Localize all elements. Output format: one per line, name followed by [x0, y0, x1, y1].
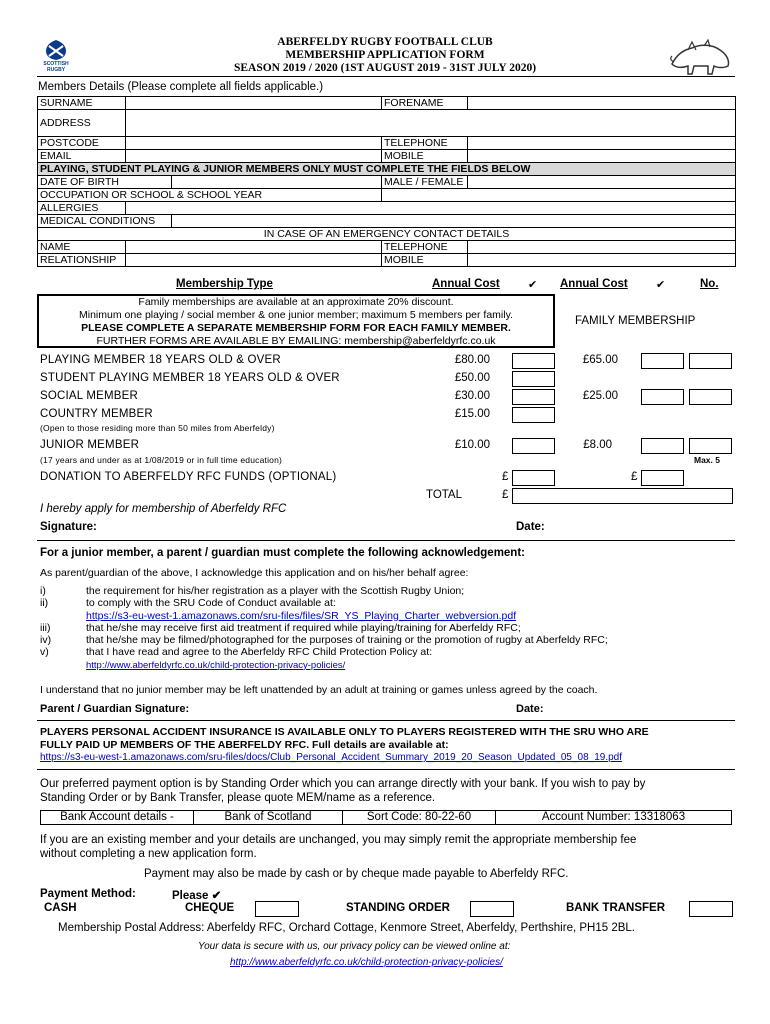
- emergency-telephone-label: TELEPHONE: [382, 241, 468, 254]
- social-member-label: SOCIAL MEMBER: [40, 390, 139, 402]
- social-member-family-price: £25.00: [582, 390, 618, 402]
- medical-label: MEDICAL CONDITIONS: [38, 215, 172, 228]
- playing-member-label: PLAYING MEMBER 18 YEARS OLD & OVER: [40, 354, 281, 366]
- allergies-label: ALLERGIES: [38, 202, 126, 215]
- existing-member-line2: without completing a new application form.: [40, 848, 257, 860]
- country-member-price: £15.00: [454, 408, 490, 420]
- donation-pound: £: [502, 471, 509, 483]
- members-details-table: [37, 96, 736, 267]
- list-item: [40, 610, 740, 622]
- social-member-family-count[interactable]: [689, 389, 732, 405]
- junior-member-note: (17 years and under as at 1/08/2019 or in full time education): [40, 455, 283, 465]
- section-divider: [37, 540, 735, 541]
- bank-transfer-label: BANK TRANSFER: [566, 902, 666, 914]
- existing-member-line1: If you are an existing member and your details are unchanged, you may simply remit the appropriate membership fee: [40, 834, 637, 846]
- payment-paragraph: [40, 777, 740, 805]
- boar-logo-icon: [668, 34, 734, 78]
- family-info-line4: FURTHER FORMS ARE AVAILABLE BY EMAILING: membership@aberfeldyrfc.co.uk: [96, 335, 496, 347]
- emergency-name-field[interactable]: [126, 241, 382, 254]
- payment-line1: Our preferred payment option is by Standing Order which you can arrange directly with your bank. If you wish to pay by: [40, 778, 646, 790]
- guardian-signature-label: Parent / Guardian Signature:: [40, 703, 190, 715]
- guardian-date-label: Date:: [516, 703, 544, 715]
- cash-cheque-note: Payment may also be made by cash or by cheque made payable to Aberfeldy RFC.: [144, 868, 569, 880]
- list-item: i) the requirement for his/her registration as a player with the Scottish Rugby Union;: [40, 585, 465, 597]
- playing-member-family-price: £65.00: [582, 354, 618, 366]
- scottish-rugby-logo: [36, 38, 76, 74]
- emergency-heading: IN CASE OF AN EMERGENCY CONTACT DETAILS: [38, 228, 736, 241]
- existing-member-paragraph: [40, 833, 740, 861]
- total-pound: £: [502, 489, 509, 501]
- relationship-field[interactable]: [126, 254, 382, 267]
- email-label: EMAIL: [38, 150, 126, 163]
- bank-transfer-checkbox[interactable]: [689, 901, 733, 917]
- address-field[interactable]: [126, 110, 736, 137]
- signature-label: Signature:: [40, 521, 97, 533]
- postal-address: Membership Postal Address: Aberfeldy RFC, Orchard Cottage, Kenmore Street, Aberfeldy, Perthshire, PH15 2BL.: [58, 922, 635, 934]
- student-member-label: STUDENT PLAYING MEMBER 18 YEARS OLD & OVER: [40, 372, 340, 384]
- telephone-field[interactable]: [468, 137, 736, 150]
- standing-order-checkbox[interactable]: [470, 901, 514, 917]
- donation-label: DONATION TO ABERFELDY RFC FUNDS (OPTIONAL): [40, 471, 337, 483]
- address-label: ADDRESS: [38, 110, 126, 137]
- payment-line2: Standing Order or by Bank Transfer, please quote MEM/name as a reference.: [40, 792, 436, 804]
- standing-order-label: STANDING ORDER: [346, 902, 450, 914]
- max-five-note: Max. 5: [694, 455, 720, 465]
- club-name: ABERFELDY RUGBY FOOTBALL CLUB: [277, 36, 493, 48]
- mobile-field[interactable]: [468, 150, 736, 163]
- allergies-field[interactable]: [126, 202, 736, 215]
- family-donation-field[interactable]: [641, 470, 684, 486]
- social-member-price: £30.00: [454, 390, 490, 402]
- insurance-link[interactable]: https://s3-eu-west-1.amazonaws.com/sru-files/docs/Club_Personal_Accident_Summary_2019_20_Season_Updated_05_08_19.pdf: [40, 752, 623, 763]
- playing-member-checkbox[interactable]: [512, 353, 555, 369]
- list-item: iii) that he/she may receive first aid treatment if required while playing/training for Aberfeldy RFC;: [40, 621, 521, 634]
- logo-text: SCOTTISH RUGBY: [43, 61, 69, 73]
- membership-type-heading: Membership Type: [176, 278, 273, 290]
- bank-name: Bank of Scotland: [193, 810, 343, 825]
- list-item: [40, 659, 740, 672]
- junior-ack-title: For a junior member, a parent / guardian must complete the following acknowledgement:: [40, 547, 525, 559]
- dob-label: DATE OF BIRTH: [38, 176, 172, 189]
- postcode-label: POSTCODE: [38, 137, 126, 150]
- date-label: Date:: [516, 521, 545, 533]
- list-item: v) that I have read and agree to the Aberfeldy RFC Child Protection Policy at:: [40, 646, 433, 659]
- family-info-line2: Minimum one playing / social member & one junior member; maximum 5 members per family.: [79, 309, 513, 321]
- members-details-intro: Members Details (Please complete all fields applicable.): [38, 81, 324, 93]
- country-member-label: COUNTRY MEMBER: [40, 408, 153, 420]
- donation-field[interactable]: [512, 470, 555, 486]
- student-member-checkbox[interactable]: [512, 371, 555, 387]
- privacy-policy-link[interactable]: http://www.aberfeldyrfc.co.uk/child-protection-privacy-policies/: [230, 957, 503, 968]
- list-item: iv) that he/she may be filmed/photographed for the purposes of training or the promotion of rugby at Aberfeldy RFC;: [40, 634, 608, 647]
- occupation-label: OCCUPATION OR SCHOOL & SCHOOL YEAR: [38, 189, 382, 202]
- annual-cost-heading: Annual Cost: [432, 278, 500, 290]
- bank-account-details-label: Bank Account details -: [40, 810, 194, 825]
- insurance-notice: [40, 726, 649, 752]
- insurance-line2: FULLY PAID UP MEMBERS OF THE ABERFELDY RFC. Full details are available at:: [40, 739, 449, 751]
- payment-method-label: Payment Method:: [40, 888, 136, 900]
- family-info-line1: Family memberships are available at an approximate 20% discount.: [138, 296, 454, 308]
- junior-ack-list: [40, 585, 740, 672]
- forename-field[interactable]: [468, 97, 736, 110]
- apply-statement: I hereby apply for membership of Aberfeldy RFC: [40, 503, 287, 515]
- playing-member-family-checkbox[interactable]: [641, 353, 684, 369]
- family-info-line3: PLEASE COMPLETE A SEPARATE MEMBERSHIP FORM FOR EACH FAMILY MEMBER.: [81, 322, 511, 334]
- email-field[interactable]: [126, 150, 382, 163]
- postcode-field[interactable]: [126, 137, 382, 150]
- junior-member-family-price: £8.00: [583, 439, 612, 451]
- junior-member-price: £10.00: [454, 439, 490, 451]
- sru-charter-link[interactable]: https://s3-eu-west-1.amazonaws.com/sru-files/files/SR_YS_Playing_Charter_webversion.pdf: [86, 609, 517, 622]
- season-title: SEASON 2019 / 2020 (1ST AUGUST 2019 - 31ST JULY 2020): [233, 62, 537, 74]
- account-number: Account Number: 13318063: [495, 810, 732, 825]
- cheque-checkbox[interactable]: [255, 901, 299, 917]
- medical-field[interactable]: [172, 215, 736, 228]
- gender-field[interactable]: [468, 176, 736, 189]
- sort-code: Sort Code: 80-22-60: [342, 810, 496, 825]
- country-member-note: (Open to those residing more than 50 miles from Aberfeldy): [40, 423, 275, 433]
- occupation-field[interactable]: [382, 189, 736, 202]
- junior-ack-intro: As parent/guardian of the above, I acknowledge this application and on his/her behalf agree:: [40, 567, 469, 579]
- junior-member-family-checkbox[interactable]: [641, 438, 684, 454]
- telephone-label: TELEPHONE: [382, 137, 468, 150]
- family-membership-info: [37, 294, 555, 348]
- cheque-label: CHEQUE: [185, 902, 235, 914]
- junior-member-checkbox[interactable]: [512, 438, 555, 454]
- mobile-label: MOBILE: [382, 150, 468, 163]
- family-annual-cost-heading: Annual Cost: [560, 278, 628, 290]
- family-membership-label: FAMILY MEMBERSHIP: [575, 315, 696, 327]
- total-label: TOTAL: [426, 489, 462, 501]
- emergency-mobile-label: MOBILE: [382, 254, 468, 267]
- surname-field[interactable]: [126, 97, 382, 110]
- data-secure-note: Your data is secure with us, our privacy policy can be viewed online at:: [198, 941, 511, 952]
- social-member-checkbox[interactable]: [512, 389, 555, 405]
- form-header: [150, 36, 620, 75]
- unattended-statement: I understand that no junior member may be left unattended by an adult at training or games unless agreed by the coach.: [40, 684, 598, 696]
- playing-member-price: £80.00: [454, 354, 490, 366]
- country-member-checkbox[interactable]: [512, 407, 555, 423]
- surname-label: SURNAME: [38, 97, 126, 110]
- student-member-price: £50.00: [454, 372, 490, 384]
- playing-member-family-count[interactable]: [689, 353, 732, 369]
- list-item: ii) to comply with the SRU Code of Conduct available at:: [40, 597, 336, 610]
- social-member-family-checkbox[interactable]: [641, 389, 684, 405]
- emergency-mobile-field[interactable]: [468, 254, 736, 267]
- dob-field[interactable]: [172, 176, 382, 189]
- forename-label: FORENAME: [382, 97, 468, 110]
- child-protection-link[interactable]: http://www.aberfeldyrfc.co.uk/child-protection-privacy-policies/: [86, 659, 346, 671]
- tick-heading: ✔: [528, 279, 538, 291]
- cash-label: CASH: [44, 902, 77, 914]
- family-donation-pound: £: [631, 471, 638, 483]
- section-divider: [37, 769, 735, 770]
- number-heading: No.: [700, 278, 719, 290]
- family-tick-heading: ✔: [656, 279, 666, 291]
- emergency-telephone-field[interactable]: [468, 241, 736, 254]
- gender-label: MALE / FEMALE: [382, 176, 468, 189]
- playing-members-banner: PLAYING, STUDENT PLAYING & JUNIOR MEMBERS ONLY MUST COMPLETE THE FIELDS BELOW: [38, 163, 736, 176]
- relationship-label: RELATIONSHIP: [38, 254, 126, 267]
- insurance-line1: PLAYERS PERSONAL ACCIDENT INSURANCE IS AVAILABLE ONLY TO PLAYERS REGISTERED WITH THE SRU WHO ARE: [40, 726, 649, 738]
- junior-member-label: JUNIOR MEMBER: [40, 439, 140, 451]
- section-divider: [37, 720, 735, 721]
- emergency-name-label: NAME: [38, 241, 126, 254]
- total-field[interactable]: [512, 488, 733, 504]
- junior-member-family-count[interactable]: [689, 438, 732, 454]
- please-tick-label: Please ✔: [172, 890, 222, 902]
- header-underline: [37, 76, 735, 77]
- form-title: MEMBERSHIP APPLICATION FORM: [285, 49, 485, 61]
